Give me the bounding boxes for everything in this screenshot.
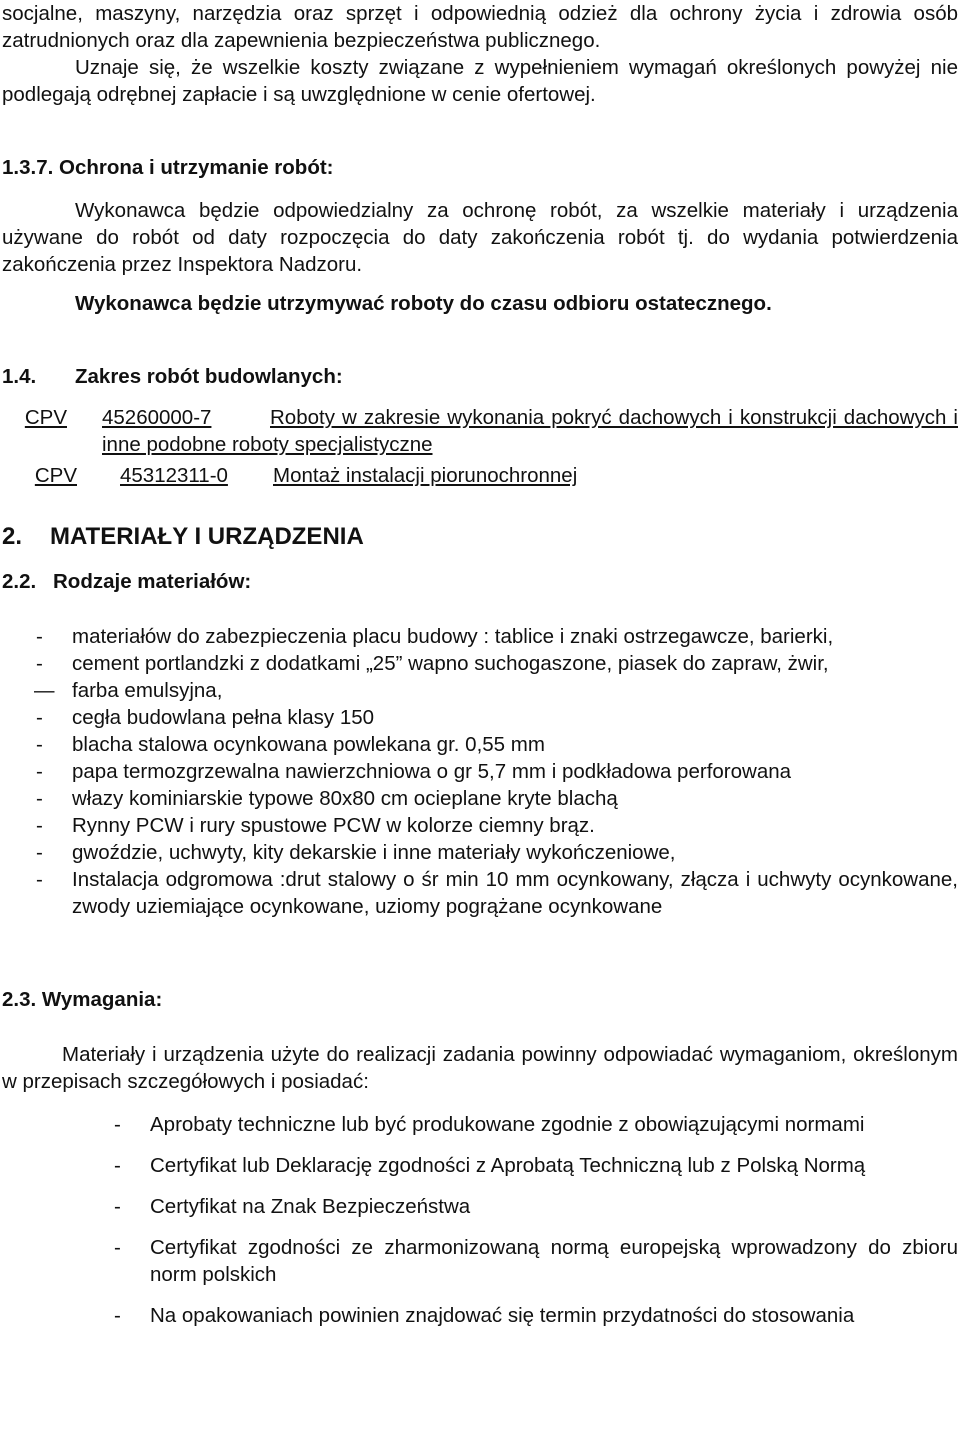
list-item-text: włazy kominiarskie typowe 80x80 cm ocieplane kryte blachą	[72, 787, 618, 810]
section-2-2-heading	[2, 568, 958, 595]
section-1-4-heading	[2, 363, 958, 390]
section-number: 1.3.7.	[2, 156, 54, 179]
list-item-text: materiałów do zabezpieczenia placu budowy : tablice i znaki ostrzegawcze, barierki,	[72, 625, 834, 648]
list-item	[2, 1234, 958, 1288]
section-2-3-heading	[2, 986, 958, 1013]
list-item	[2, 785, 958, 812]
intro-paragraph: socjalne, maszyny, narzędzia oraz sprzęt i odpowiednią odzież dla ochrony życia i zdrowia osób zatrudnionych oraz dla zapewnienia bezpieczeństwa publicznego.	[2, 2, 958, 52]
cpv-code: 45312311-0	[120, 464, 228, 487]
list-item-text: Certyfikat zgodności ze zharmonizowaną normą europejską wprowadzony do zbioru norm polskich	[150, 1236, 958, 1286]
chapter-2-heading	[2, 522, 958, 552]
list-item	[2, 704, 958, 731]
cpv-row	[2, 462, 958, 502]
requirements-list	[2, 1111, 958, 1329]
requirements-paragraph: Materiały i urządzenia użyte do realizacji zadania powinny odpowiadać wymaganiom, określonym w przepisach szczegółowych i posiadać:	[2, 1043, 958, 1093]
list-item	[2, 758, 958, 785]
dash-marker: -	[114, 1236, 121, 1259]
cpv-description-text: Roboty w zakresie wykonania pokryć dachowych i konstrukcji dachowych i inne podobne roboty specjalistyczne	[102, 406, 958, 456]
dash-marker: -	[36, 841, 43, 864]
list-item	[2, 650, 958, 677]
dash-marker: -	[36, 733, 43, 756]
list-item-text: Certyfikat lub Deklarację zgodności z Aprobatą Techniczną lub z Polską Normą	[150, 1154, 866, 1177]
list-item	[2, 623, 958, 650]
materials-list	[2, 623, 958, 920]
list-item	[2, 731, 958, 758]
dash-marker: -	[36, 625, 43, 648]
list-item	[2, 866, 958, 920]
list-item	[2, 1193, 958, 1220]
maintenance-statement: Wykonawca będzie utrzymywać roboty do czasu odbioru ostatecznego.	[75, 292, 772, 315]
section-title: Zakres robót budowlanych:	[75, 365, 343, 388]
section-number: 2.2.	[2, 570, 37, 593]
list-item	[2, 839, 958, 866]
cpv-description	[102, 404, 958, 458]
dash-marker: -	[36, 814, 43, 837]
dash-marker: -	[36, 652, 43, 675]
list-item-text: blacha stalowa ocynkowana powlekana gr. 0,55 mm	[72, 733, 545, 756]
list-item-text: Na opakowaniach powinien znajdować się termin przydatności do stosowania	[150, 1304, 855, 1327]
dash-marker: -	[36, 787, 43, 810]
dash-marker: -	[114, 1154, 121, 1177]
list-item	[2, 1111, 958, 1138]
section-title: Rodzaje materiałów:	[53, 570, 252, 593]
dash-marker: -	[36, 760, 43, 783]
section-title: Ochrona i utrzymanie robót:	[59, 156, 334, 179]
dash-marker: -	[114, 1113, 121, 1136]
list-item-text: Aprobaty techniczne lub być produkowane zgodnie z obowiązującymi normami	[150, 1113, 865, 1136]
dash-marker: -	[36, 706, 43, 729]
list-item-text: Rynny PCW i rury spustowe PCW w kolorze ciemny brąz.	[72, 814, 595, 837]
dash-marker: —	[34, 679, 55, 702]
protection-paragraph: Wykonawca będzie odpowiedzialny za ochronę robót, za wszelkie materiały i urządzenia używane do robót od daty rozpoczęcia do daty zakończenia robót tj. do wydania potwierdzenia zakończenia przez Inspektora Nadzoru.	[2, 199, 958, 276]
chapter-title: MATERIAŁY I URZĄDZENIA	[50, 523, 364, 550]
cpv-description: Montaż instalacji piorunochronnej	[273, 464, 578, 487]
list-item	[2, 812, 958, 839]
list-item-text: cegła budowlana pełna klasy 150	[72, 706, 375, 729]
list-item-text: Instalacja odgromowa :drut stalowy o śr min 10 mm ocynkowany, złącza i uchwyty ocynkowane, zwody uziemiające ocynkowane, uziomy pogrążane ocynkowane	[72, 868, 958, 918]
list-item-text: Certyfikat na Znak Bezpieczeństwa	[150, 1195, 471, 1218]
list-item-text: farba emulsyjna,	[72, 679, 223, 702]
list-item	[2, 677, 958, 704]
dash-marker: -	[36, 868, 43, 891]
cpv-label: CPV	[34, 464, 77, 487]
list-item-text: papa termozgrzewalna nawierzchniowa o gr 5,7 mm i podkładowa perforowana	[72, 760, 792, 783]
section-1-3-7-heading	[2, 154, 958, 181]
cpv-code: 45260000-7	[102, 406, 212, 429]
dash-marker: -	[114, 1304, 121, 1327]
section-number: 2.3.	[2, 988, 37, 1011]
section-number: 1.4.	[2, 365, 37, 388]
dash-marker: -	[114, 1195, 121, 1218]
list-item	[2, 1152, 958, 1179]
costs-paragraph: Uznaje się, że wszelkie koszty związane z wypełnieniem wymagań określonych powyżej nie podlegają odrębnej zapłacie i są uwzględnione w cenie ofertowej.	[2, 56, 958, 106]
list-item	[2, 1302, 958, 1329]
list-item-text: cement portlandzki z dodatkami „25” wapno suchogaszone, piasek do zapraw, żwir,	[72, 652, 829, 675]
cpv-row	[2, 404, 958, 458]
section-title: Wymagania:	[41, 988, 163, 1011]
chapter-number: 2.	[2, 523, 23, 550]
cpv-label: CPV	[24, 406, 67, 429]
list-item-text: gwoździe, uchwyty, kity dekarskie i inne materiały wykończeniowe,	[72, 841, 676, 864]
